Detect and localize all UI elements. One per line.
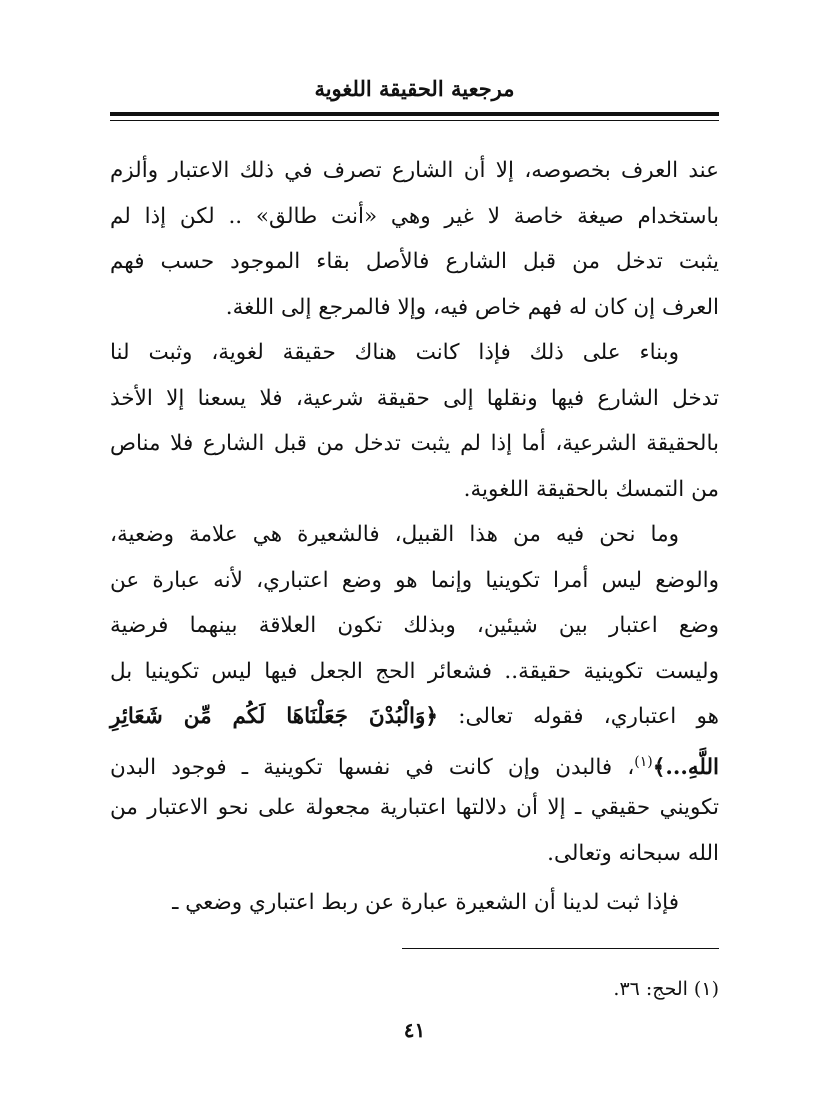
header-rule-thick: [110, 112, 719, 116]
text-line: تكويني حقيقي ـ إلا أن دلالتها اعتبارية مجعولة على نحو الاعتبار من: [110, 795, 719, 820]
text-line-with-verse: [110, 740, 719, 786]
text-line: بالحقيقة الشرعية، أما إذا لم يثبت تدخل من قبل الشارع فلا مناص: [110, 431, 719, 456]
text-line: الله سبحانه وتعالى.: [547, 840, 719, 866]
text-line: باستخدام صيغة خاصة لا غير وهي «أنت طالق» .. لكن إذا لم: [110, 203, 719, 229]
text-line: وليست تكوينية حقيقة.. فشعائر الحج الجعل فيها ليس تكوينيا بل: [110, 658, 719, 684]
text-line: وبناء على ذلك فإذا كانت هناك حقيقة لغوية، وثبت لنا: [110, 340, 679, 365]
text-line: من التمسك بالحقيقة اللغوية.: [463, 476, 719, 502]
text-line: فإذا ثبت لدينا أن الشعيرة عبارة عن ربط اعتباري وضعي ـ: [172, 890, 679, 915]
text-segment: ، فالبدن وإن كانت في نفسها تكوينية ـ فوجود البدن: [110, 754, 635, 780]
text-line: والوضع ليس أمرا تكوينيا وإنما هو وضع اعتباري، لأنه عبارة عن: [110, 567, 719, 593]
text-segment: هو اعتباري، فقوله تعالى:: [458, 704, 719, 729]
text-line: عند العرف بخصوصه، إلا أن الشارع تصرف في ذلك الاعتبار وألزم: [110, 158, 719, 183]
header-rule-thin: [110, 120, 719, 121]
running-title: مرجعية الحقيقة اللغوية: [314, 76, 515, 101]
footnote-rule: [402, 948, 719, 949]
text-line: تدخل الشارع فيها ونقلها إلى حقيقة شرعية، فلا يسعنا إلا الأخذ: [110, 385, 719, 411]
page-number: ٤١: [403, 1018, 426, 1042]
text-line: يثبت تدخل من قبل الشارع فالأصل بقاء الموجود حسب فهم: [110, 249, 719, 274]
body-text: [110, 148, 719, 926]
text-line-with-verse: [110, 694, 719, 740]
quran-verse: ﴿وَالْبُدْنَ جَعَلْنَاهَا لَكُم مِّن شَعَائِرِ: [110, 704, 438, 729]
text-line: وما نحن فيه من هذا القبيل، فالشعيرة هي علامة وضعية،: [110, 522, 679, 547]
footnote: (١) الحج: ٣٦.: [613, 978, 719, 1000]
quran-verse-end: اللَّهِ...﴾: [652, 754, 719, 780]
text-line: العرف إن كان له فهم خاص فيه، وإلا فالمرجع إلى اللغة.: [225, 294, 719, 320]
text-line: وضع اعتبار بين شيئين، وبذلك تكون العلاقة بينهما فرضية: [110, 613, 719, 638]
footnote-marker: (١): [634, 753, 653, 770]
